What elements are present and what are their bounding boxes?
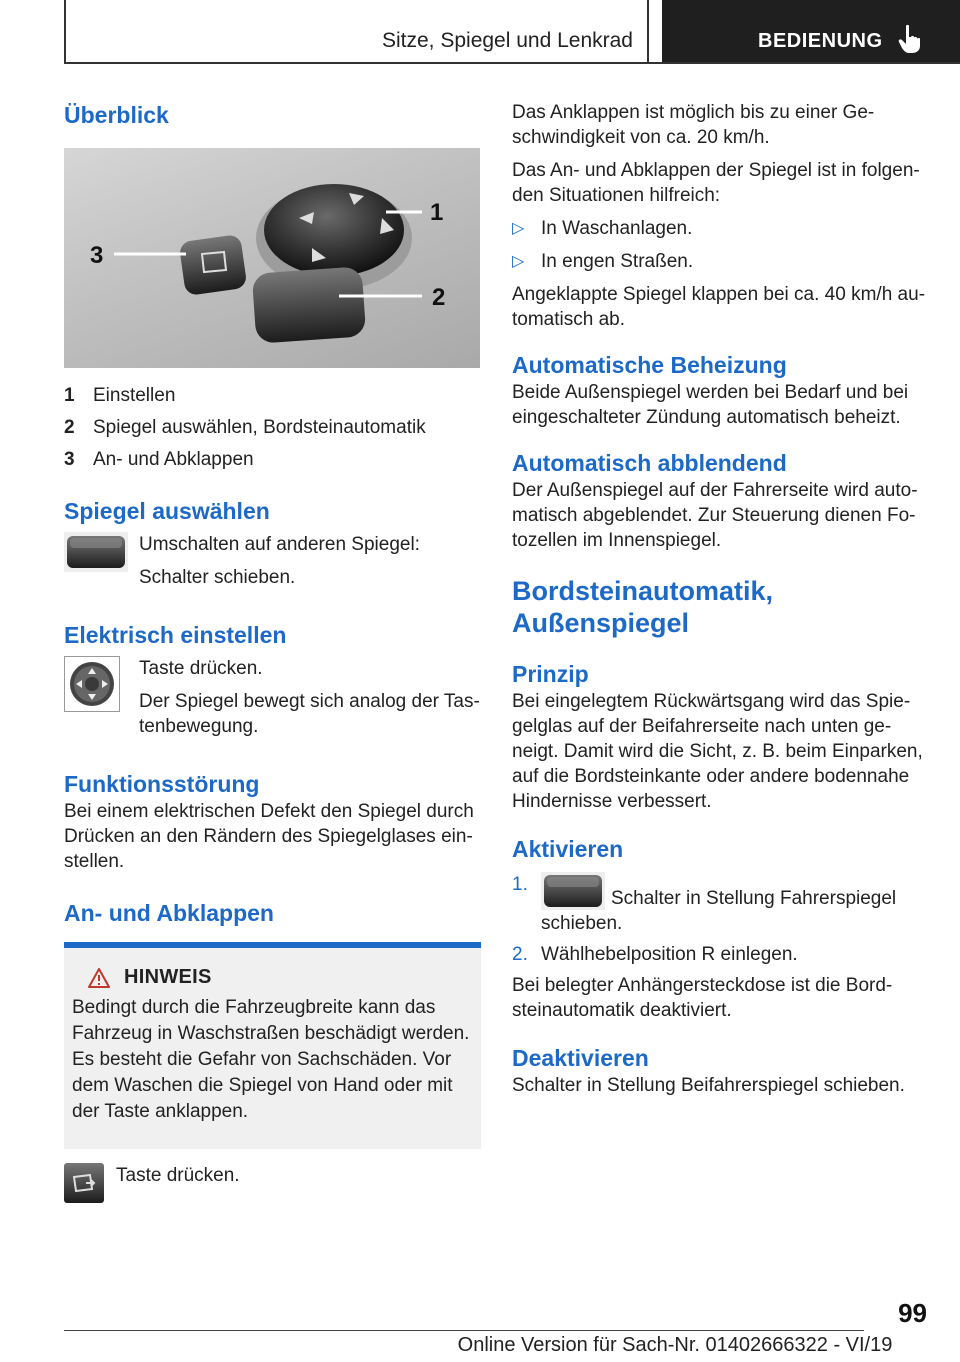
list-item (512, 216, 926, 241)
notice-box (64, 942, 481, 1149)
notice-text: Bedingt durch die Fahrzeugbreite kann das Fahrzeug in Waschstraßen beschädigt werden. Es besteht die Gefahr von Sachschäden. Vor dem Waschen die Spiegel von Hand oder mit der Taste anklappen. (72, 997, 470, 1122)
heating-text: Beide Außenspiegel werden bei Bedarf und bei eingeschalteter Zündung automatisch beheizt. (512, 382, 909, 428)
step-text: Schalter in Stellung Fahrerspiegel schieben. (541, 888, 897, 934)
left-column (64, 100, 481, 1208)
photo-label-3: 3 (90, 242, 104, 269)
step-item (512, 942, 926, 967)
activate-heading: Aktivieren (512, 836, 624, 862)
principle-text: Bei eingelegtem Rückwärtsgang wird das Spiegelglas auf der Beifahrerseite nach unten geneigt. Damit wird die Sicht, z. B. beim Einparken, auf die Bordsteinkante oder andere bodennahe Hindernisse verbessert. (512, 691, 923, 812)
step-number: 1. (512, 874, 528, 895)
photo-legend (64, 380, 481, 476)
select-mirror-text-1: Umschalten auf anderen Spiegel: (139, 534, 420, 555)
fold-press-block (64, 1163, 481, 1208)
header-section-title: Sitze, Spiegel und Lenkrad (381, 29, 633, 52)
photo-label-2: 2 (432, 284, 446, 311)
list-item (512, 249, 926, 274)
fold-helpful-text: Das An- und Abklappen der Spiegel ist in folgenden Situationen hilfreich: (512, 160, 920, 206)
electric-adjust-block (64, 656, 481, 747)
select-mirror-block (64, 532, 481, 598)
overview-heading: Überblick (64, 102, 169, 128)
electric-adjust-text-1: Taste drücken. (139, 658, 263, 679)
header-chapter-title: BEDIENUNG (758, 30, 883, 52)
dimming-heading: Automatisch abblendend (512, 450, 787, 476)
legend-num: 2 (64, 417, 75, 438)
trailer-text: Bei belegter Anhängersteckdose ist die Bordsteinautomatik deaktiviert. (512, 975, 893, 1021)
step-number: 2. (512, 944, 528, 965)
deactivate-heading: Deaktivieren (512, 1045, 649, 1071)
legend-num: 3 (64, 449, 75, 470)
heating-heading: Automatische Beheizung (512, 352, 787, 378)
list-item-text: In Waschanlagen. (541, 218, 693, 239)
fold-press-text: Taste drücken. (116, 1165, 240, 1186)
switch-icon (541, 872, 605, 910)
curb-function-heading-line-2: Außenspiegel (512, 608, 690, 638)
curb-function-heading-line-1: Bordsteinautomatik, (512, 576, 774, 606)
step-item (512, 872, 926, 936)
header-chapter-tab[interactable] (662, 0, 960, 64)
legend-text: Einstellen (93, 385, 176, 406)
header-rule (64, 62, 960, 64)
photo-label-1: 1 (430, 199, 444, 226)
fold-button-icon (64, 1163, 104, 1208)
legend-item (64, 412, 481, 444)
legend-text: Spiegel auswählen, Bordsteinautomatik (93, 417, 426, 438)
legend-item (64, 380, 481, 412)
footer-online-version: Online Version für Sach-Nr. 01402666322 - VI/19 (457, 1334, 893, 1356)
header-section (64, 0, 649, 64)
pointing-hand-icon (897, 24, 923, 54)
list-item-text: In engen Straßen. (541, 251, 694, 272)
fold-speed-text: Das Anklappen ist möglich bis zu einer Geschwindigkeit von ca. 20 km/h. (512, 102, 875, 148)
legend-num: 1 (64, 385, 75, 406)
triangle-bullet-icon: ▷ (512, 253, 525, 270)
principle-heading: Prinzip (512, 661, 589, 687)
deactivate-text: Schalter in Stellung Beifahrerspiegel schieben. (512, 1075, 905, 1096)
electric-adjust-heading: Elektrisch einstellen (64, 622, 287, 648)
direction-pad-icon (64, 656, 128, 747)
switch-icon (64, 532, 128, 598)
legend-item (64, 444, 481, 476)
dimming-text: Der Außenspiegel auf der Fahrerseite wird automatisch abgeblendet. Zur Steuerung dienen Fotozellen im Innenspiegel. (512, 480, 918, 551)
triangle-bullet-icon: ▷ (512, 220, 525, 237)
legend-text: An- und Abklappen (93, 449, 254, 470)
mirror-control-illustration (64, 148, 480, 368)
select-mirror-text-2: Schalter schieben. (139, 567, 296, 588)
right-column (512, 100, 926, 1098)
malfunction-heading: Funktionsstörung (64, 771, 260, 797)
page-number: 99 (898, 1298, 927, 1328)
step-text: Wählhebelposition R einlegen. (541, 944, 798, 965)
electric-adjust-text-2: Der Spiegel bewegt sich analog der Tastenbewegung. (139, 691, 480, 737)
mirror-control-photo (64, 148, 480, 368)
malfunction-text: Bei einem elektrischen Defekt den Spiegel durch Drücken an den Rändern des Spiegelglases einstellen. (64, 801, 474, 872)
fold-auto-text: Angeklappte Spiegel klappen bei ca. 40 km/h automatisch ab. (512, 284, 926, 330)
fold-heading: An- und Abklappen (64, 900, 274, 926)
select-mirror-heading: Spiegel auswählen (64, 498, 270, 524)
footer-rule (64, 1330, 864, 1331)
notice-title: HINWEIS (124, 966, 212, 988)
warning-triangle-icon (88, 968, 110, 988)
